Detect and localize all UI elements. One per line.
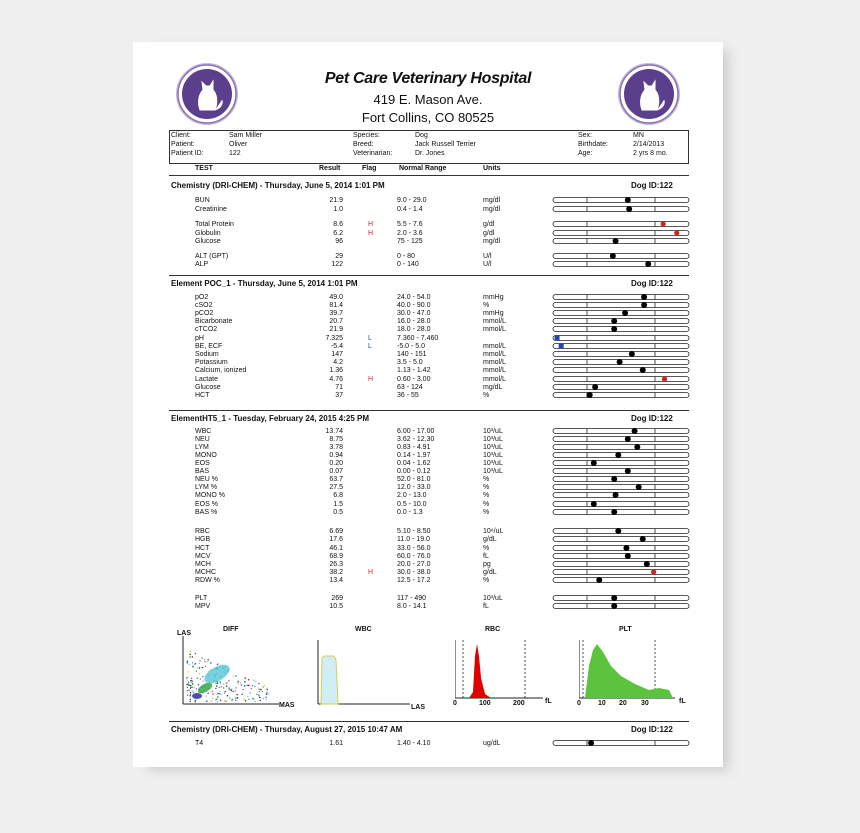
normal-range: 5.5 - 7.6	[397, 221, 423, 228]
test-units: %	[483, 501, 490, 508]
rbc-hist-x-label: fL	[545, 698, 552, 705]
normal-range: 140 - 151	[397, 351, 427, 358]
test-result: 20.7	[329, 318, 343, 325]
test-result: 1.36	[329, 367, 343, 374]
result-marker	[625, 436, 631, 442]
col-result: Result	[319, 165, 341, 172]
info-label: Breed:	[353, 141, 374, 148]
result-marker	[611, 326, 617, 332]
info-label: Age:	[578, 150, 593, 157]
result-marker	[623, 545, 629, 551]
normal-range: 8.0 - 14.1	[397, 603, 427, 610]
normal-range: 40.0 - 90.0	[397, 302, 431, 309]
test-name: Globulin	[195, 230, 221, 237]
section-divider	[169, 410, 689, 411]
range-bar	[551, 602, 691, 611]
test-units: mmol/L	[483, 367, 506, 374]
range-bar	[551, 491, 691, 500]
test-result: 13.4	[329, 577, 343, 584]
range-bar	[551, 196, 691, 205]
test-name: pCO2	[195, 310, 214, 317]
test-name: BAS	[195, 468, 210, 475]
test-name: WBC	[195, 428, 212, 435]
test-result: 49.0	[329, 294, 343, 301]
test-name: Sodium	[195, 351, 219, 358]
test-result: 27.5	[329, 484, 343, 491]
test-units: 10³/uL	[483, 595, 503, 602]
cat-logo-icon-right	[617, 62, 681, 126]
range-bar	[551, 739, 691, 748]
rbc-hist-title: RBC	[485, 626, 501, 633]
normal-range: 1.40 - 4.10	[397, 740, 431, 747]
test-name: Potassium	[195, 359, 228, 366]
normal-range: 0 - 80	[397, 253, 415, 260]
normal-range: 117 - 490	[397, 595, 427, 602]
test-flag: H	[368, 376, 374, 383]
result-marker	[611, 318, 617, 324]
result-marker	[629, 351, 635, 357]
test-result: 122	[331, 261, 343, 268]
normal-range: 0.5 - 10.0	[397, 501, 427, 508]
test-result: 21.9	[329, 326, 343, 333]
result-marker	[592, 384, 598, 390]
test-flag: L	[368, 335, 372, 342]
test-units: %	[483, 392, 490, 399]
test-units: U/l	[483, 261, 492, 268]
test-result: 68.9	[329, 553, 343, 560]
test-units: ug/dL	[483, 740, 501, 747]
result-marker	[632, 428, 638, 434]
col-flag: Flag	[362, 165, 377, 172]
normal-range: 0.4 - 1.4	[397, 206, 423, 213]
section-title: Chemistry (DRI-CHEM) - Thursday, June 5, 2014 1:01 PM	[171, 181, 385, 190]
range-bar	[551, 366, 691, 375]
result-marker	[613, 238, 619, 244]
test-result: 37	[335, 392, 343, 399]
test-result: 0.94	[329, 452, 343, 459]
test-units: %	[483, 476, 490, 483]
test-result: 96	[335, 238, 343, 245]
test-units: g/dl	[483, 221, 495, 228]
normal-range: 20.0 - 27.0	[397, 561, 431, 568]
col-units: Units	[483, 165, 501, 172]
result-marker	[613, 492, 619, 498]
test-name: NEU %	[195, 476, 218, 483]
plt-histogram	[579, 636, 677, 704]
result-marker	[615, 528, 621, 534]
plt-hist-x-label: fL	[679, 698, 686, 705]
info-value: Jack Russell Terrier	[415, 141, 476, 148]
test-units: fL	[483, 553, 489, 560]
test-result: 3.78	[329, 444, 343, 451]
test-name: HCT	[195, 392, 210, 399]
result-marker	[617, 359, 623, 365]
normal-range: 5.10 - 8.50	[397, 528, 431, 535]
test-name: pO2	[195, 294, 209, 301]
hospital-name: Pet Care Veterinary Hospital	[324, 70, 532, 87]
test-units: mmol/L	[483, 318, 506, 325]
info-label: Veterinarian:	[353, 150, 393, 157]
test-units: 10³/uL	[483, 436, 503, 443]
range-bar	[551, 508, 691, 517]
result-marker	[641, 302, 647, 308]
normal-range: 0.60 - 3.00	[397, 376, 431, 383]
test-name: pH	[195, 335, 204, 342]
result-marker	[662, 376, 667, 381]
result-marker	[645, 261, 651, 267]
test-units: mg/dL	[483, 384, 503, 391]
rbc-tick-100: 100	[479, 700, 491, 707]
result-marker	[634, 444, 640, 450]
test-name: BUN	[195, 197, 210, 204]
result-marker	[625, 553, 631, 559]
info-label: Species:	[353, 132, 380, 139]
test-name: NEU	[195, 436, 210, 443]
result-marker	[641, 294, 647, 300]
test-name: Creatinine	[195, 206, 227, 213]
test-units: 10³/uL	[483, 452, 503, 459]
range-bar	[551, 391, 691, 400]
result-marker	[640, 367, 646, 373]
normal-range: 0.04 - 1.62	[397, 460, 431, 467]
test-result: 81.4	[329, 302, 343, 309]
info-label: Birthdate:	[578, 141, 608, 148]
test-units: mg/dl	[483, 238, 501, 245]
result-marker	[591, 501, 597, 507]
test-result: 0.5	[333, 509, 343, 516]
info-value: Dog	[415, 132, 428, 139]
test-result: 147	[331, 351, 343, 358]
normal-range: 60.0 - 76.0	[397, 553, 431, 560]
normal-range: 0.00 - 0.12	[397, 468, 431, 475]
result-marker	[615, 452, 621, 458]
plt-tick-30: 30	[641, 700, 649, 707]
range-bar	[551, 220, 691, 229]
col-range: Normal Range	[399, 165, 447, 172]
test-result: 29	[335, 253, 343, 260]
result-marker	[625, 197, 631, 203]
result-marker	[611, 603, 617, 609]
dog-id-label: Dog ID:122	[631, 414, 673, 423]
test-units: 10³/uL	[483, 460, 503, 467]
section-divider	[169, 721, 689, 722]
test-name: Lactate	[195, 376, 218, 383]
test-name: MCHC	[195, 569, 216, 576]
section-title: ElementHT5_1 - Tuesday, February 24, 2015 4:25 PM	[171, 414, 370, 423]
test-result: 6.2	[333, 230, 343, 237]
result-marker	[622, 310, 628, 316]
test-result: 7.325	[325, 335, 343, 342]
result-marker	[587, 392, 593, 398]
range-bar	[551, 205, 691, 214]
test-units: g/dl	[483, 230, 495, 237]
dog-id-label: Dog ID:122	[631, 725, 673, 734]
test-result: 1.0	[333, 206, 343, 213]
range-bar	[551, 535, 691, 544]
info-label: Patient ID:	[171, 150, 204, 157]
test-result: 0.20	[329, 460, 343, 467]
test-result: 38.2	[329, 569, 343, 576]
test-flag: L	[368, 343, 372, 350]
test-name: LYM %	[195, 484, 218, 491]
cat-logo-icon-left	[175, 62, 239, 126]
normal-range: 2.0 - 3.6	[397, 230, 423, 237]
test-result: 39.7	[329, 310, 343, 317]
result-marker	[651, 569, 656, 574]
normal-range: 11.0 - 19.0	[397, 536, 430, 543]
info-label: Client:	[171, 132, 191, 139]
result-marker	[591, 460, 597, 466]
test-units: 10⁶/uL	[483, 528, 504, 535]
divider	[169, 175, 689, 176]
test-units: mmol/L	[483, 376, 506, 383]
result-marker	[555, 336, 560, 341]
result-marker	[611, 595, 617, 601]
rbc-histogram	[455, 636, 545, 704]
range-bar	[551, 260, 691, 269]
info-value: MN	[633, 132, 644, 139]
test-name: EOS %	[195, 501, 218, 508]
normal-range: 9.0 - 29.0	[397, 197, 427, 204]
test-units: mg/dl	[483, 206, 501, 213]
result-marker	[644, 561, 650, 567]
test-result: 46.1	[329, 545, 343, 552]
diff-title: DIFF	[223, 626, 239, 633]
hospital-city: Fort Collins, CO 80525	[361, 110, 495, 125]
plt-tick-20: 20	[619, 700, 627, 707]
range-bar	[551, 576, 691, 585]
test-units: %	[483, 545, 490, 552]
normal-range: 30.0 - 38.0	[397, 569, 431, 576]
test-result: 269	[331, 595, 343, 602]
test-result: 13.74	[325, 428, 343, 435]
test-name: ALP	[195, 261, 209, 268]
diff-scatter-plot	[181, 636, 279, 706]
plt-hist-title: PLT	[619, 626, 632, 633]
info-value: Oliver	[229, 141, 248, 148]
info-value: 2/14/2013	[633, 141, 665, 148]
test-result: 0.07	[329, 468, 343, 475]
normal-range: 30.0 - 47.0	[397, 310, 431, 317]
test-result: 8.75	[329, 436, 343, 443]
normal-range: 12.0 - 33.0	[397, 484, 431, 491]
test-units: 10³/uL	[483, 428, 503, 435]
result-marker	[610, 253, 616, 259]
diff-x-label: MAS	[279, 702, 295, 709]
test-result: 6.69	[329, 528, 343, 535]
test-result: 71	[335, 384, 343, 391]
test-units: U/l	[483, 253, 492, 260]
test-units: mmol/L	[483, 351, 506, 358]
test-name: BE, ECF	[195, 343, 223, 350]
test-units: pg	[483, 561, 491, 568]
report-page	[133, 42, 723, 767]
test-name: RBC	[195, 528, 210, 535]
test-units: %	[483, 509, 490, 516]
info-value: 122	[229, 150, 241, 157]
test-name: MONO %	[195, 492, 225, 499]
test-units: fL	[483, 603, 489, 610]
test-name: HGB	[195, 536, 211, 543]
normal-range: 0.0 - 1.3	[397, 509, 423, 516]
normal-range: 63 - 124	[397, 384, 423, 391]
result-marker	[674, 230, 679, 235]
normal-range: 0.14 - 1.97	[397, 452, 431, 459]
test-units: g/dL	[483, 569, 497, 576]
normal-range: 0.83 - 4.91	[397, 444, 431, 451]
test-flag: H	[368, 221, 374, 228]
normal-range: 18.0 - 28.0	[397, 326, 431, 333]
test-result: 26.3	[329, 561, 343, 568]
test-name: T4	[195, 740, 204, 747]
section-title: Chemistry (DRI-CHEM) - Thursday, August 27, 2015 10:47 AM	[171, 725, 403, 734]
normal-range: 7.360 - 7.460	[397, 335, 439, 342]
normal-range: 1.13 - 1.42	[397, 367, 431, 374]
test-result: 1.5	[333, 501, 343, 508]
test-name: MCV	[195, 553, 211, 560]
col-test: TEST	[195, 165, 213, 172]
test-units: mg/dl	[483, 197, 501, 204]
info-label: Sex:	[578, 132, 593, 139]
test-name: Glucose	[195, 384, 221, 391]
test-name: Total Protein	[195, 221, 234, 228]
normal-range: 3.62 - 12.30	[397, 436, 435, 443]
test-units: %	[483, 302, 490, 309]
normal-range: 52.0 - 81.0	[397, 476, 431, 483]
range-bar	[551, 325, 691, 334]
test-name: Glucose	[195, 238, 221, 245]
test-name: RDW %	[195, 577, 220, 584]
test-result: 4.2	[333, 359, 343, 366]
range-bar	[551, 237, 691, 246]
rbc-tick-200: 200	[513, 700, 525, 707]
result-marker	[559, 344, 564, 349]
test-result: 1.61	[329, 740, 343, 747]
wbc-hist-x-label: LAS	[411, 704, 425, 711]
test-units: g/dL	[483, 536, 497, 543]
test-units: mmol/L	[483, 359, 506, 366]
test-name: MONO	[195, 452, 217, 459]
test-name: MPV	[195, 603, 211, 610]
result-marker	[626, 206, 632, 212]
info-value: Dr. Jones	[415, 150, 445, 157]
test-result: 21.9	[329, 197, 343, 204]
result-marker	[611, 509, 617, 515]
test-flag: H	[368, 569, 374, 576]
test-units: mmol/L	[483, 343, 506, 350]
test-units: mmHg	[483, 294, 504, 301]
test-units: %	[483, 484, 490, 491]
section-divider	[169, 275, 689, 276]
dog-id-label: Dog ID:122	[631, 279, 673, 288]
info-value: 2 yrs 8 mo.	[633, 150, 668, 157]
test-result: 8.6	[333, 221, 343, 228]
result-marker	[640, 536, 646, 542]
result-marker	[596, 577, 602, 583]
test-name: MCH	[195, 561, 211, 568]
test-units: 10³/uL	[483, 444, 503, 451]
plt-tick-0: 0	[577, 700, 581, 707]
normal-range: 16.0 - 28.0	[397, 318, 431, 325]
plt-tick-10: 10	[598, 700, 606, 707]
hospital-address: 419 E. Mason Ave.	[373, 92, 483, 107]
result-marker	[625, 468, 631, 474]
normal-range: 24.0 - 54.0	[397, 294, 431, 301]
test-result: 63.7	[329, 476, 343, 483]
normal-range: 75 - 125	[397, 238, 423, 245]
normal-range: 2.0 - 13.0	[397, 492, 427, 499]
info-value: Sam Miller	[229, 132, 263, 139]
diff-y-label: LAS	[177, 630, 191, 637]
test-name: BAS %	[195, 509, 218, 516]
test-flag: H	[368, 230, 374, 237]
test-name: EOS	[195, 460, 210, 467]
result-marker	[636, 484, 642, 490]
test-name: cTCO2	[195, 326, 218, 333]
result-marker	[611, 476, 617, 482]
test-units: mmol/L	[483, 326, 506, 333]
normal-range: 0 - 140	[397, 261, 419, 268]
test-units: mmHg	[483, 310, 504, 317]
test-name: cSO2	[195, 302, 213, 309]
result-marker	[588, 740, 594, 746]
test-result: 10.5	[329, 603, 343, 610]
test-name: LYM	[195, 444, 209, 451]
normal-range: 12.5 - 17.2	[397, 577, 431, 584]
test-result: -5.4	[330, 343, 343, 350]
wbc-histogram	[316, 636, 416, 706]
test-result: 17.6	[329, 536, 343, 543]
test-name: Bicarbonate	[195, 318, 233, 325]
normal-range: 6.00 - 17.00	[397, 428, 435, 435]
section-title: Element POC_1 - Thursday, June 5, 2014 1:01 PM	[171, 279, 358, 288]
result-marker	[661, 221, 666, 226]
info-label: Patient:	[171, 141, 195, 148]
test-units: %	[483, 577, 490, 584]
normal-range: 3.5 - 5.0	[397, 359, 423, 366]
test-name: ALT (GPT)	[195, 253, 229, 260]
test-result: 4.76	[329, 376, 343, 383]
test-name: Calcium, ionized	[195, 367, 247, 374]
test-units: %	[483, 492, 490, 499]
test-name: PLT	[195, 595, 208, 602]
normal-range: 33.0 - 56.0	[397, 545, 431, 552]
test-units: 10³/uL	[483, 468, 503, 475]
wbc-hist-title: WBC	[355, 626, 372, 633]
normal-range: -5.0 - 5.0	[397, 343, 426, 350]
normal-range: 36 - 55	[397, 392, 419, 399]
test-name: HCT	[195, 545, 210, 552]
test-result: 6.8	[333, 492, 343, 499]
rbc-tick-0: 0	[453, 700, 457, 707]
dog-id-label: Dog ID:122	[631, 181, 673, 190]
